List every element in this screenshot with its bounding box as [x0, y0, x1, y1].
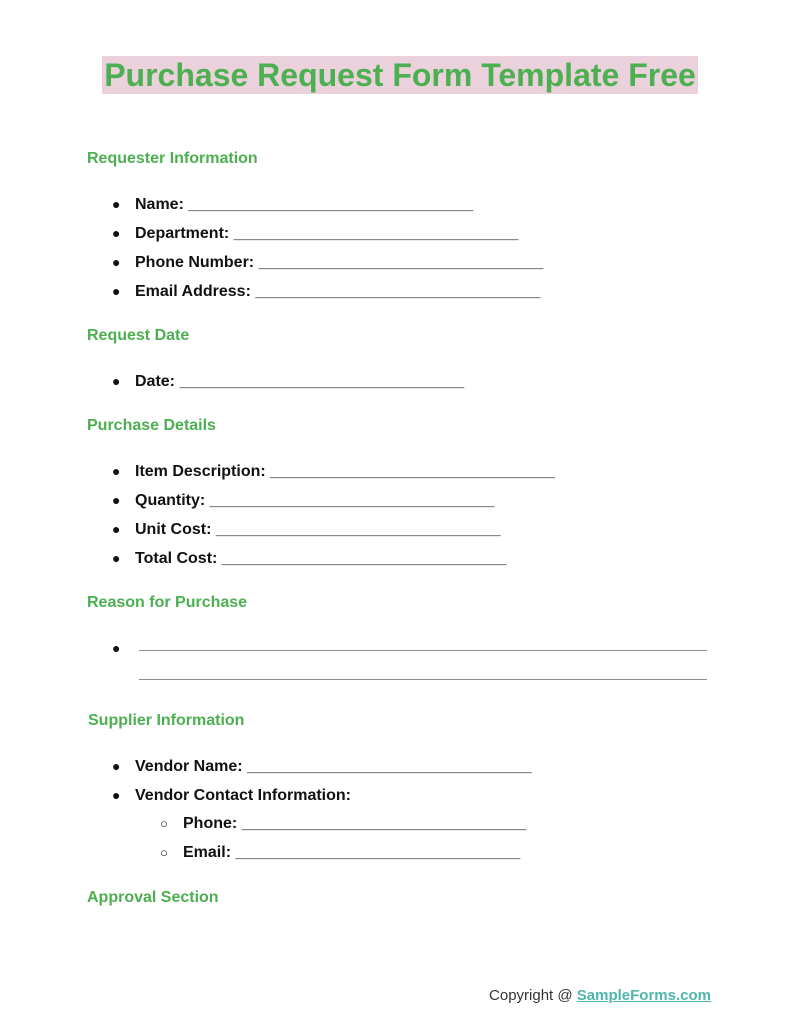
field-name — [112, 194, 473, 215]
copyright-text: Copyright @ — [489, 987, 577, 1004]
section-heading-requester: Requester Information — [87, 150, 258, 167]
field-label: Quantity: ________________________________ — [135, 492, 495, 509]
field-vendor-name — [112, 756, 532, 777]
field-vendor-contact — [112, 785, 351, 806]
field-phone-number — [112, 252, 543, 273]
field-label: Total Cost: ________________________________ — [135, 550, 507, 567]
field-label: Vendor Contact Information: — [135, 787, 351, 804]
bullet-icon: ● — [112, 521, 121, 537]
bullet-icon: ● — [112, 373, 121, 389]
field-label: Item Description: ________________________________ — [135, 463, 555, 480]
field-department — [112, 223, 518, 244]
field-email-address — [112, 281, 540, 302]
bullet-icon: ● — [112, 283, 121, 299]
bullet-icon: ● — [112, 758, 121, 774]
bullet-icon: ● — [112, 787, 121, 803]
field-vendor-phone — [160, 814, 526, 834]
section-heading-reason: Reason for Purchase — [87, 594, 248, 611]
section-heading-request-date: Request Date — [87, 327, 190, 344]
field-label: Email: ________________________________ — [183, 844, 521, 861]
copyright-footer — [489, 986, 711, 1006]
circle-bullet-icon: ○ — [160, 845, 168, 860]
section-heading-supplier: Supplier Information — [88, 712, 245, 729]
bullet-icon: ● — [112, 225, 121, 241]
field-vendor-email — [160, 843, 520, 863]
bullet-icon: ● — [112, 640, 121, 656]
bullet-icon: ● — [112, 254, 121, 270]
field-label: Vendor Name: ________________________________ — [135, 758, 532, 775]
reason-line-1 — [139, 650, 707, 651]
section-heading-approval: Approval Section — [87, 889, 219, 906]
field-label: Unit Cost: ________________________________ — [135, 521, 501, 538]
field-label: Phone: ________________________________ — [183, 815, 527, 832]
title-container — [0, 56, 804, 94]
field-date — [112, 371, 464, 392]
section-heading-purchase-details: Purchase Details — [87, 417, 216, 434]
page-title: Purchase Request Form Template Free — [104, 57, 696, 93]
circle-bullet-icon: ○ — [160, 816, 168, 831]
field-label: Email Address: ________________________________ — [135, 283, 541, 300]
field-quantity — [112, 490, 494, 511]
reason-line-2 — [139, 679, 707, 680]
bullet-icon: ● — [112, 463, 121, 479]
field-item-description — [112, 461, 555, 482]
field-label: Phone Number: ________________________________ — [135, 254, 544, 271]
bullet-icon: ● — [112, 550, 121, 566]
field-label: Date: ________________________________ — [135, 373, 465, 390]
field-unit-cost — [112, 519, 501, 540]
bullet-icon: ● — [112, 492, 121, 508]
brand-link[interactable]: SampleForms.com — [576, 987, 711, 1004]
field-total-cost — [112, 548, 507, 569]
field-label: Department: ________________________________ — [135, 225, 519, 242]
bullet-icon: ● — [112, 196, 121, 212]
field-label: Name: ________________________________ — [135, 196, 474, 213]
